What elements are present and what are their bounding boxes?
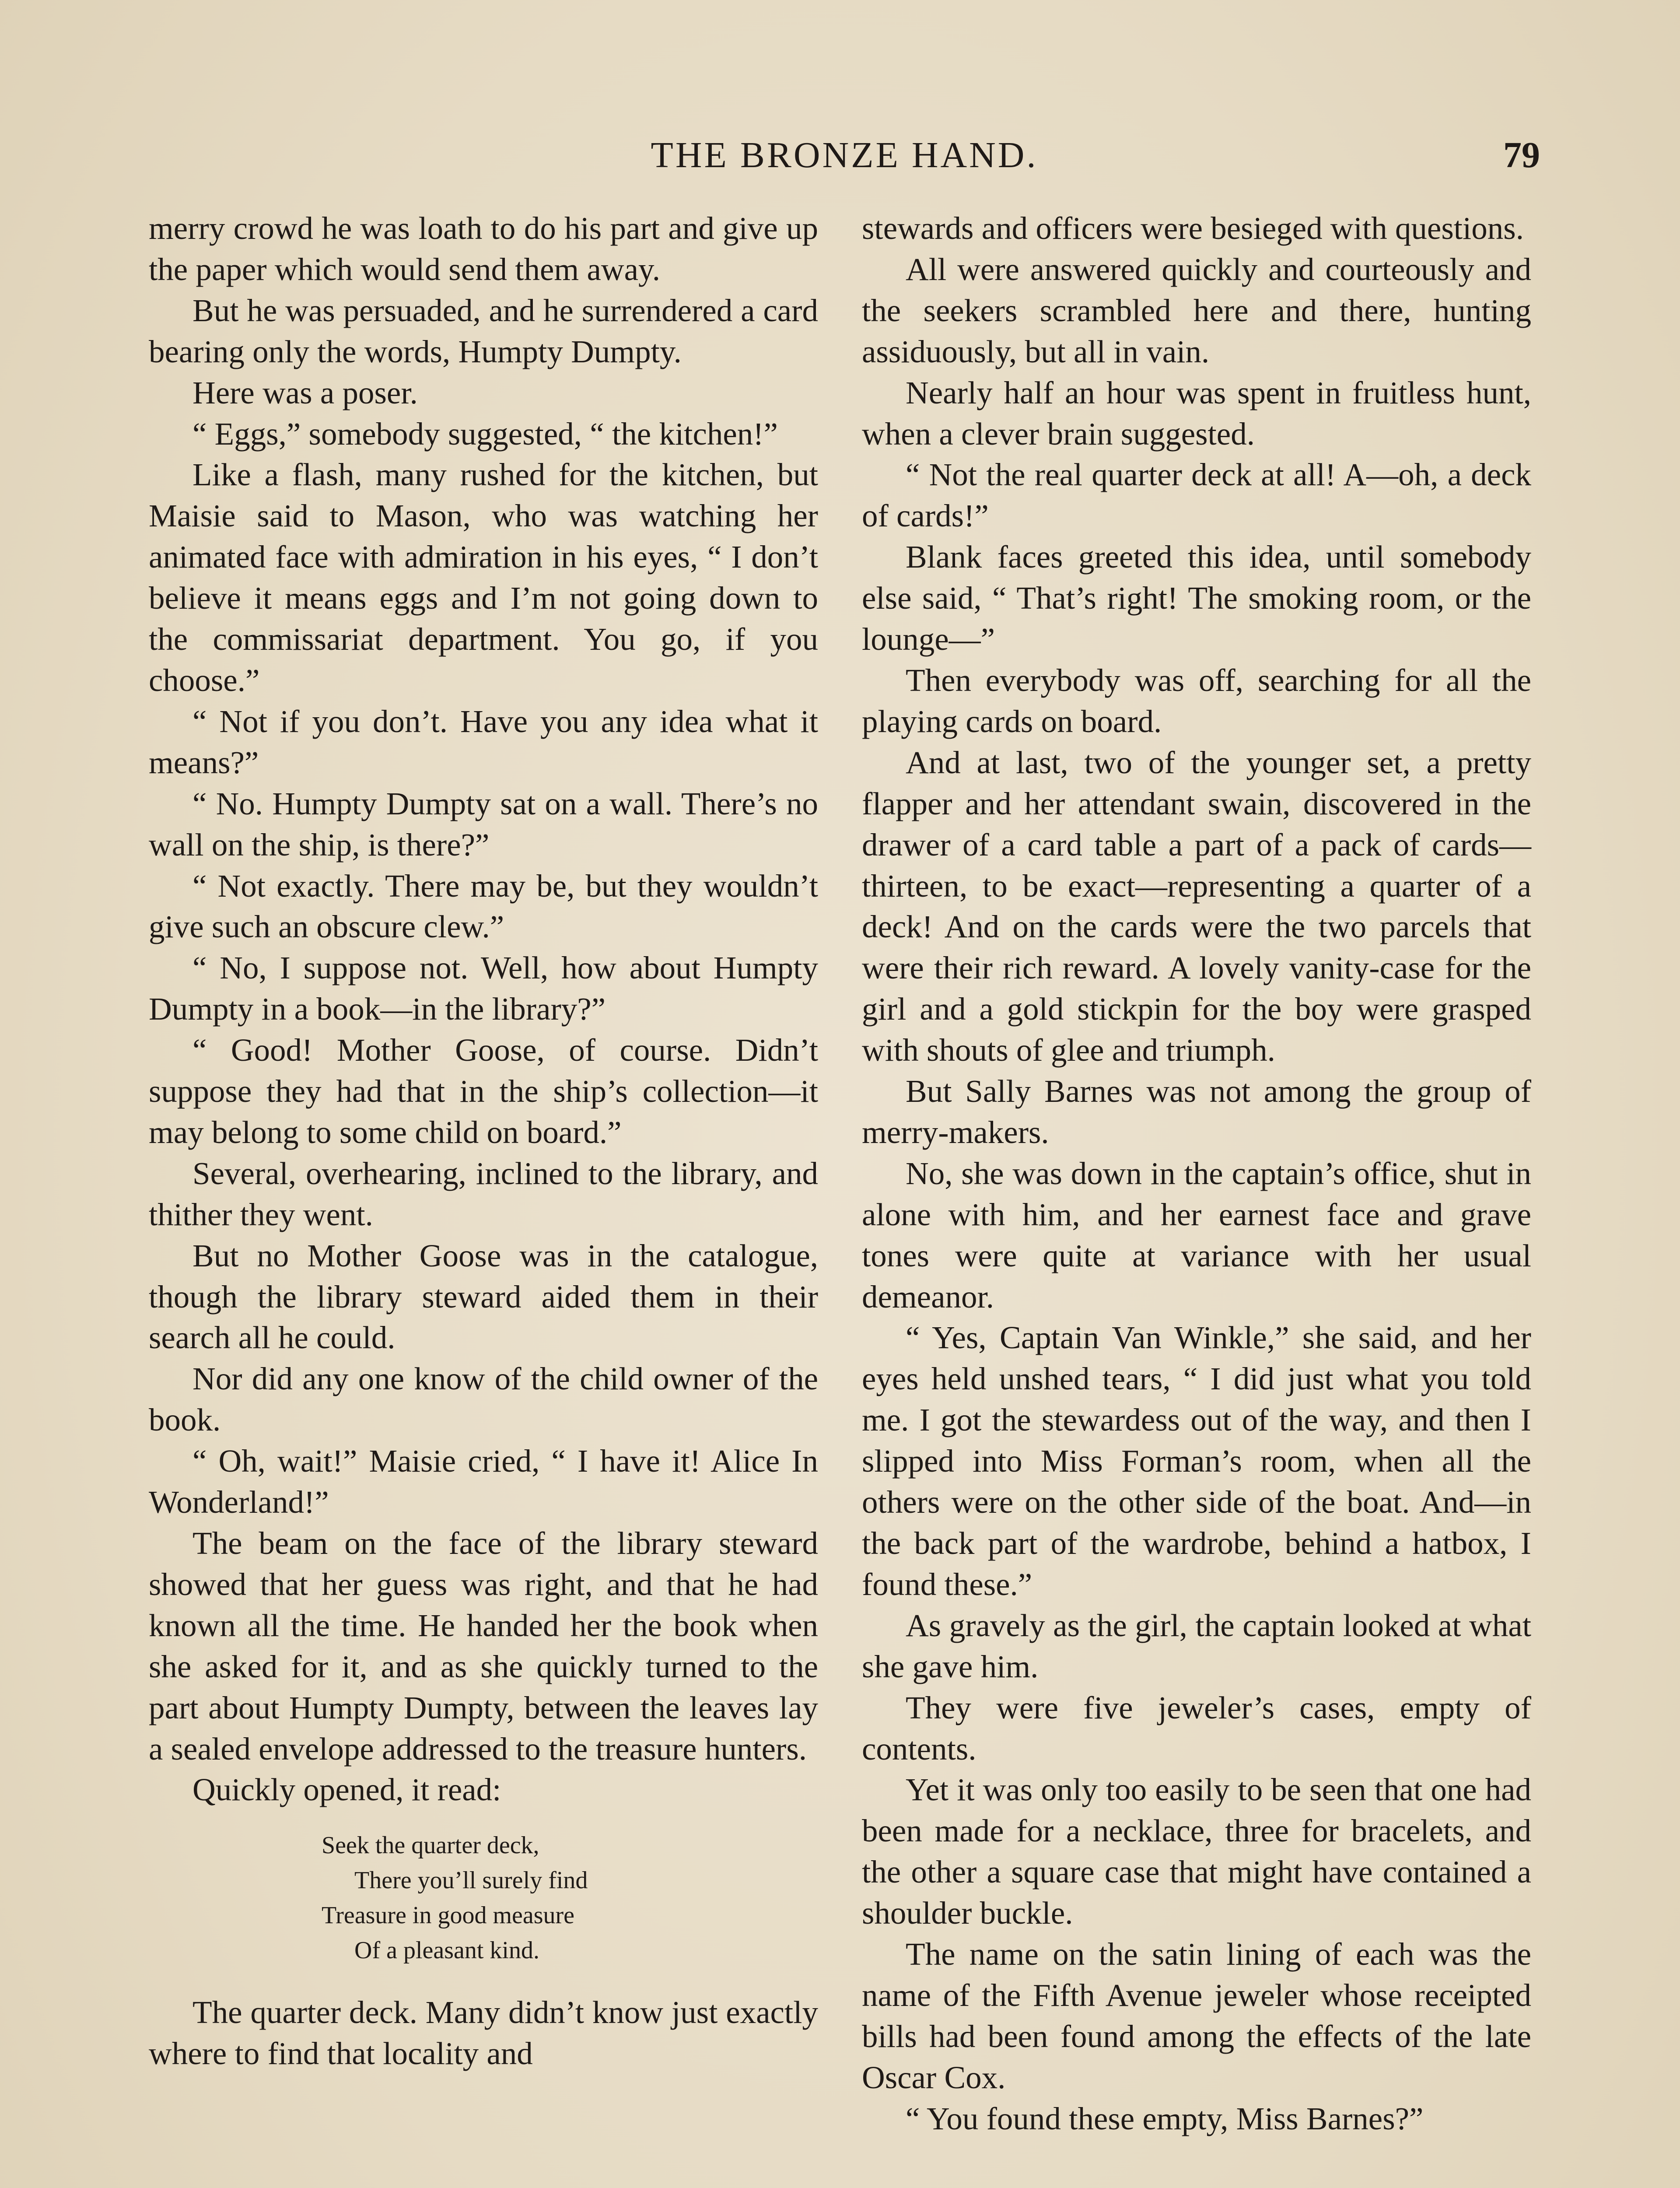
paragraph: “ You found these empty, Miss Barnes?” [906,2100,1424,2136]
paragraph: The name on the satin lining of each was the name of the Fifth Avenue jeweler whose receipted bills had been found among the effects of the late Oscar Cox. [862,1936,1531,2095]
clue-verse [149,1828,818,1968]
paragraph: As gravely as the girl, the captain looked at what she gave him. [862,1607,1531,1684]
verse-line: Of a pleasant kind. [354,1937,539,1964]
paragraph: The beam on the face of the library steward showed that her guess was right, and that he had known all the time. He handed her the book when she asked for it, and as she quickly turned to the part about Humpty Dumpty, between the leaves lay a sealed envelope addressed to the treasure hunters. [149,1525,818,1767]
right-column [862,208,1531,2139]
paragraph: Yet it was only too easily to be seen that one had been made for a necklace, three for bracelets, and the other a square case that might have contained a shoulder buckle. [862,1772,1531,1931]
paragraph: Nor did any one know of the child owner of the book. [149,1361,818,1438]
paragraph: Like a flash, many rushed for the kitchen, but Maisie said to Mason, who was watching her animated face with admiration in his eyes, “ I don’t believe it means eggs and I’m not going down to the commissariat department. You go, if you choose.” [149,457,818,698]
verse-line: There you’ll surely find [354,1867,588,1894]
paragraph: “ No. Humpty Dumpty sat on a wall. There’s no wall on the ship, is there?” [149,785,818,863]
paragraph: “ Oh, wait!” Maisie cried, “ I have it! Alice In Wonderland!” [149,1443,818,1520]
page-number: 79 [1503,135,1540,175]
page-header [149,131,1540,188]
paragraph: Nearly half an hour was spent in fruitless hunt, when a clever brain suggested. [862,375,1531,452]
verse-line: Seek the quarter deck, [322,1832,539,1859]
paragraph: Several, overhearing, inclined to the library, and thither they went. [149,1155,818,1232]
verse-line: Treasure in good measure [322,1902,575,1929]
paragraph: But he was persuaded, and he surrendered a card bearing only the words, Humpty Dumpty. [149,292,818,369]
paragraph: “ Eggs,” somebody suggested, “ the kitchen!” [192,416,778,452]
left-column [149,208,818,2074]
paragraph: But Sally Barnes was not among the group of merry-makers. [862,1073,1531,1150]
paragraph: But no Mother Goose was in the catalogue, though the library steward aided them in their search all he could. [149,1238,818,1356]
paragraph: “ Not the real quarter deck at all! A—oh, a deck of cards!” [862,457,1531,534]
running-title: THE BRONZE HAND. [651,135,1038,175]
paragraph: Then everybody was off, searching for all the playing cards on board. [862,662,1531,739]
paragraph: stewards and officers were besieged with questions. [862,210,1524,246]
paragraph: “ Not exactly. There may be, but they wouldn’t give such an obscure clew.” [149,868,818,945]
paragraph: Here was a poser. [192,375,418,410]
paragraph: “ Yes, Captain Van Winkle,” she said, and her eyes held unshed tears, “ I did just what you told me. I got the stewardess out of the way, and then I slipped into Miss Forman’s room, when all the others were on the other side of the boat. And—in the back part of the wardrobe, behind a hatbox, I found these.” [862,1320,1531,1602]
paragraph: Quickly opened, it read: [192,1772,501,1808]
paragraph: No, she was down in the captain’s office, shut in alone with him, and her earnest face and grave tones were quite at variance with her usual demeanor. [862,1155,1531,1315]
paragraph: Blank faces greeted this idea, until somebody else said, “ That’s right! The smoking room, or the lounge—” [862,539,1531,657]
paragraph: “ No, I suppose not. Well, how about Humpty Dumpty in a book—in the library?” [149,950,818,1027]
paragraph: And at last, two of the younger set, a pretty flapper and her attendant swain, discovered in the drawer of a card table a part of a pack of cards—thirteen, to be exact—representing a quarter of a deck! And on the cards were the two parcels that were their rich reward. A lovely vanity-case for the girl and a gold stickpin for the boy were grasped with shouts of glee and triumph. [862,744,1531,1068]
paragraph: merry crowd he was loath to do his part and give up the paper which would send them away. [149,210,818,287]
paragraph: They were five jeweler’s cases, empty of contents. [862,1690,1531,1767]
paragraph: The quarter deck. Many didn’t know just exactly where to find that locality and [149,1995,818,2072]
paragraph: All were answered quickly and courteously and the seekers scrambled here and there, hunting assiduously, but all in vain. [862,251,1531,369]
paragraph: “ Not if you don’t. Have you any idea what it means?” [149,703,818,780]
paragraph: “ Good! Mother Goose, of course. Didn’t suppose they had that in the ship’s collection—it may belong to some child on board.” [149,1032,818,1150]
